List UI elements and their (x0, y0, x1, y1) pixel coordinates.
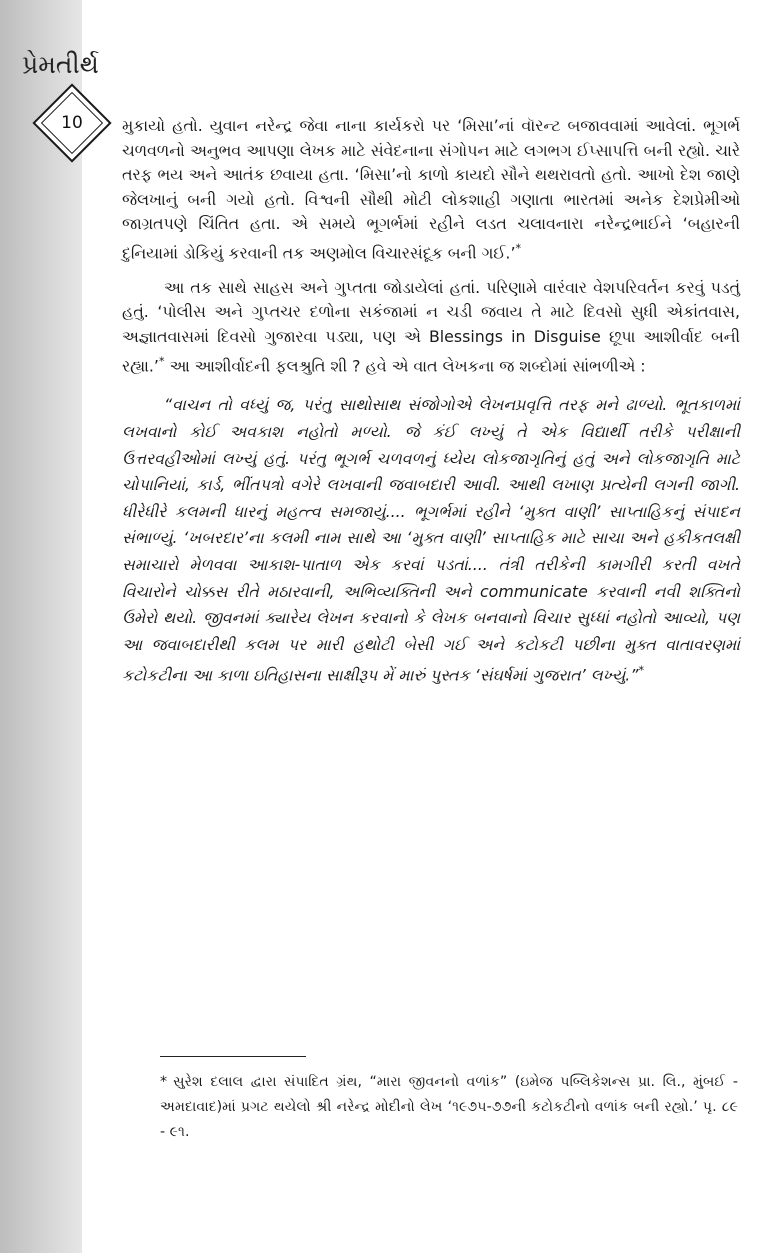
main-text (122, 114, 740, 689)
footnote-divider (160, 1056, 306, 1057)
footnote-marker: * (160, 1074, 168, 1090)
footnote (160, 1070, 738, 1145)
footnote-ref: * (158, 354, 165, 368)
page-margin-sidebar (0, 0, 82, 1253)
paragraph-2 (122, 276, 740, 379)
paragraph-1 (122, 114, 740, 266)
quote-text: “વાચન તો વધ્યું જ, પરંતુ સાથોસાથ સંજોગોએ લેખનપ્રવૃત્તિ તરફ મને ઢાળ્યો. ભૂતકાળમાં લખવાનો કોઈ અવકાશ નહોતો મળ્યો. જે કંઈ લખ્યું તે એક વિદ્યાર્થી તરીકે પરીક્ષાની ઉત્તરવહીઓમાં લખ્યું હતું. પરંતુ ભૂગર્ભ ચળવળનું ધ્યેય લોકજાગૃતિનું હતું અને લોકજાગૃતિ માટે ચોપાનિયાં, કાર્ડ, ભીંતપત્રો વગેરે લખવાની જવાબદારી આવી. આથી લખાણ પ્રત્યેની લગની જાગી. ધીરેધીરે કલમની ધારનું મહત્ત્વ સમજાયું.... ભૂગર્ભમાં રહીને ‘મુક્ત વાણી’ સાપ્તાહિકનું સંપાદન સંભાળ્યું. ‘ખબરદાર’ના કલમી નામ સાથે આ ‘મુક્ત વાણી’ સાપ્તાહિક માટે સાચા અને હકીકતલક્ષી સમાચારો મેળવવા આકાશ-પાતાળ એક કરવાં પડતાં.... તંત્રી તરીકેની કામગીરી કરતી વખતે વિચારોને ચોક્કસ રીતે મઠારવાની, અભિવ્યક્તિની અને communicate કરવાની નવી શક્તિનો ઉમેરો થયો. જીવનમાં ક્યારેય લેખન કરવાનો કે લેખક બનવાનો વિચાર સુધ્ધાં નહોતો આવ્યો, પણ આ જવાબદારીથી કલમ પર મારી હથોટી બેસી ગઈ અને કટોકટી પછીના મુક્ત વાતાવરણમાં કટોકટીના આ કાળા ઇતિહાસના સાક્ષીરૂપ મેં મારું પુસ્તક ‘સંઘર્ષમાં ગુજરાત’ લખ્યું.” (122, 395, 740, 685)
block-quote (122, 392, 740, 689)
running-title: પ્રેમતીર્થ (22, 50, 99, 79)
page-number: 10 (61, 113, 83, 133)
paragraph-2-text-a: આ તક સાથે સાહસ અને ગુપ્તતા જોડાયેલાં હતાં. પરિણામે વારંવાર વેશપરિવર્તન કરવું પડતું હતું. ‘પોલીસ અને ગુપ્તચર દળોના સકંજામાં ન ચડી જવાય તે માટે દિવસો સુધી એકાંતવાસ, અજ્ઞાતવાસમાં દિવસો ગુજારવા પડ્યા, પણ એ Blessings in Disguise છૂપા આશીર્વાદ બની રહ્યા.’ (122, 277, 740, 375)
footnote-text: સુરેશ દલાલ દ્વારા સંપાદિત ગ્રંથ, “મારા જીવનનો વળાંક” (ઇમેજ પબ્લિકેશન્સ પ્રા. લિ., મુંબઈ - અમદાવાદ)માં પ્રગટ થયેલો શ્રી નરેન્દ્ર મોદીનો લેખ ‘૧૯૭૫-૭૭ની કટોકટીનો વળાંક બની રહ્યો.’ પૃ. ૮૯ - ૯૧. (160, 1074, 738, 1140)
footnote-ref: * (638, 664, 645, 678)
paragraph-2-text-b: આ આશીર્વાદની ફલશ્રુતિ શી ? હવે એ વાત લેખકના જ શબ્દોમાં સાંભળીએ : (164, 355, 646, 375)
paragraph-1-text: મુકાયો હતો. યુવાન નરેન્દ્ર જેવા નાના કાર્યકરો પર ‘મિસા’નાં વૉરન્ટ બજાવવામાં આવેલાં. ભૂગર્ભ ચળવળનો અનુભવ આપણા લેખક માટે સંવેદનાના સંગોપન માટે લગભગ ઈપ્સાપત્તિ બની રહ્યો. ચારે તરફ ભય અને આતંક છવાયા હતા. ‘મિસા’નો કાળો કાયદો સૌને થથરાવતો હતો. આખો દેશ જાણે જેલખાનું બની ગયો હતો. વિશ્વની સૌથી મોટી લોકશાહી ગણાતા ભારતમાં અનેક દેશપ્રેમીઓ જાગ્રતપણે ચિંતિત હતા. એ સમયે ભૂગર્ભમાં રહીને લડત ચલાવનારા નરેન્દ્રભાઈને ‘બહારની દુનિયામાં ડોકિયું કરવાની તક અણમોલ વિચારસંદૂક બની ગઈ.’ (122, 116, 740, 263)
footnote-ref: * (515, 241, 521, 255)
